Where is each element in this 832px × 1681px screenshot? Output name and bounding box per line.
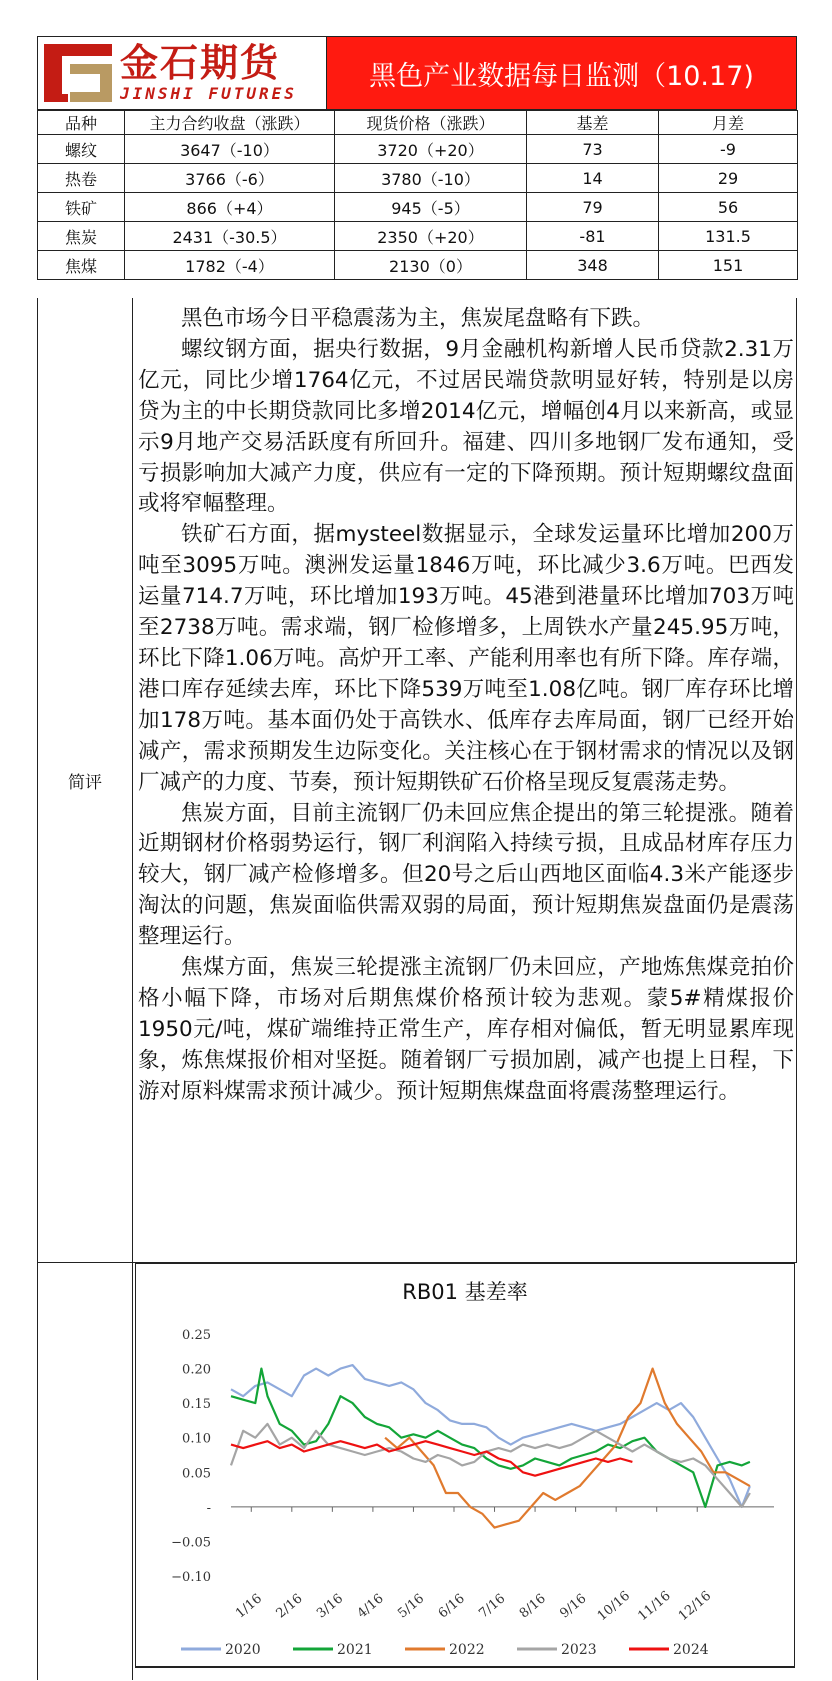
cell-variety: 焦煤: [38, 251, 125, 280]
table-row: [38, 251, 798, 280]
x-tick-label: 12/16: [675, 1588, 715, 1625]
report-title: 黑色产业数据每日监测（10.17): [327, 37, 796, 109]
cell-spot: 3780（-10）: [335, 164, 527, 193]
cell-contract: 2431（-30.5）: [125, 222, 335, 251]
legend-label-2022: 2022: [449, 1642, 485, 1658]
chart-svg: [136, 1264, 794, 1666]
chart-title: RB01 基差率: [402, 1280, 528, 1304]
cell-spot: 945（-5）: [335, 193, 527, 222]
series-line-2023: [231, 1424, 750, 1507]
y-tick-label: 0.25: [182, 1328, 211, 1343]
commentary-paragraph-iron-ore: 铁矿石方面，据mysteel数据显示，全球发运量环比增加200万吨至3095万吨。澳洲发运量1846万吨，环比减少3.6万吨。巴西发运量714.7万吨，环比增加193万吨。45港到港量环比增加703万吨至2738万吨。需求端，钢厂检修增多，上周铁水产量245.95万吨，环比下降1.06万吨。高炉开工率、产能利用率也有所下降。库存端，港口库存延续去库，环比下降539万吨至1.08亿吨。钢厂库存环比增加178万吨。基本面仍处于高铁水、低库存去库局面，钢厂已经开始减产，需求预期发生边际变化。关注核心在于钢材需求的情况以及钢厂减产的力度、节奏，预计短期铁矿石价格呈现反复震荡走势。: [138, 522, 794, 795]
legend-label-2023: 2023: [561, 1642, 597, 1658]
cell-variety: 热卷: [38, 164, 125, 193]
logo-english-text: JINSHI FUTURES: [120, 84, 297, 103]
x-tick-label: 7/16: [476, 1591, 509, 1622]
commentary-text: [138, 304, 794, 1108]
x-tick-label: 9/16: [557, 1591, 590, 1622]
legend-label-2024: 2024: [673, 1642, 709, 1658]
table-header-row: [38, 111, 798, 135]
cell-contract: 3766（-6）: [125, 164, 335, 193]
company-logo: [38, 37, 327, 109]
header-month-spread: 月差: [659, 111, 798, 135]
cell-contract: 1782（-4）: [125, 251, 335, 280]
table-row: [38, 222, 798, 251]
commentary-paragraph-overview: 黑色市场今日平稳震荡为主，焦炭尾盘略有下跌。: [181, 306, 655, 331]
series-line-2021: [231, 1369, 750, 1507]
y-tick-label: 0.10: [182, 1431, 211, 1447]
jinshi-logo-icon: [40, 38, 116, 108]
legend-label-2020: 2020: [225, 1642, 261, 1658]
report-header: [37, 36, 797, 110]
cell-spot: 2350（+20）: [335, 222, 527, 251]
cell-basis: 14: [527, 164, 659, 193]
table-row: [38, 135, 798, 164]
y-tick-label: 0.20: [182, 1362, 211, 1378]
y-tick-label: 0.15: [182, 1397, 211, 1413]
x-tick-label: 10/16: [594, 1588, 634, 1625]
y-tick-label: 0.05: [182, 1466, 211, 1482]
chart-label-column: [38, 1263, 133, 1680]
x-tick-label: 3/16: [314, 1591, 347, 1622]
cell-spread: 131.5: [659, 222, 798, 251]
legend-label-2021: 2021: [337, 1642, 373, 1658]
header-spot-price: 现货价格（涨跌）: [335, 111, 527, 135]
x-tick-label: 1/16: [233, 1591, 266, 1622]
chart-section: [37, 1263, 797, 1680]
cell-spread: -9: [659, 135, 798, 164]
logo-chinese-text: 金石期货: [120, 41, 281, 85]
cell-spread: 56: [659, 193, 798, 222]
cell-spot: 2130（0）: [335, 251, 527, 280]
y-tick-label: −0.05: [171, 1535, 211, 1551]
table-row: [38, 164, 798, 193]
series-line-2022: [385, 1369, 750, 1528]
cell-variety: 铁矿: [38, 193, 125, 222]
x-tick-label: 6/16: [435, 1591, 468, 1622]
x-tick-label: 4/16: [354, 1591, 387, 1622]
header-main-contract: 主力合约收盘（涨跌）: [125, 111, 335, 135]
y-tick-label: -: [206, 1500, 211, 1516]
series-line-2020: [231, 1365, 750, 1507]
x-tick-label: 2/16: [273, 1591, 306, 1622]
cell-variety: 螺纹: [38, 135, 125, 164]
commentary-section: [37, 298, 797, 1263]
x-tick-label: 11/16: [635, 1588, 674, 1625]
commentary-paragraph-coke: 焦炭方面，目前主流钢厂仍未回应焦企提出的第三轮提涨。随着近期钢材价格弱势运行，钢厂利润陷入持续亏损，且成品材库存压力较大，钢厂减产检修增多。但20号之后山西地区面临4.3米产能逐步淘汰的问题，焦炭面临供需双弱的局面，预计短期焦炭盘面仍是震荡整理运行。: [138, 800, 794, 950]
cell-contract: 3647（-10）: [125, 135, 335, 164]
cell-variety: 焦炭: [38, 222, 125, 251]
y-tick-label: −0.10: [171, 1570, 211, 1585]
commentary-label: 简评: [38, 298, 133, 1262]
cell-basis: 348: [527, 251, 659, 280]
cell-basis: 73: [527, 135, 659, 164]
cell-spread: 29: [659, 164, 798, 193]
commentary-paragraph-rebar: 螺纹钢方面，据央行数据，9月金融机构新增人民币贷款2.31万亿元，同比少增1764亿元，不过居民端贷款明显好转，特别是以房贷为主的中长期贷款同比多增2014亿元，增幅创4月以来新高，或显示9月地产交易活跃度有所回升。福建、四川多地钢厂发布通知，受亏损影响加大减产力度，供应有一定的下降预期。预计短期螺纹盘面或将窄幅整理。: [138, 336, 794, 517]
cell-contract: 866（+4）: [125, 193, 335, 222]
basis-rate-chart: [135, 1263, 795, 1667]
next-chart-stub: [135, 1667, 795, 1681]
cell-spot: 3720（+20）: [335, 135, 527, 164]
x-tick-label: 8/16: [516, 1591, 549, 1622]
header-variety: 品种: [38, 111, 125, 135]
cell-spread: 151: [659, 251, 798, 280]
x-tick-label: 5/16: [395, 1591, 428, 1622]
cell-basis: 79: [527, 193, 659, 222]
cell-basis: -81: [527, 222, 659, 251]
table-row: [38, 193, 798, 222]
header-basis: 基差: [527, 111, 659, 135]
commentary-paragraph-coking-coal: 焦煤方面，焦炭三轮提涨主流钢厂仍未回应，产地炼焦煤竞拍价格小幅下降，市场对后期焦煤价格预计较为悲观。蒙5#精煤报价1950元/吨，煤矿端维持正常生产，库存相对偏低，暂无明显累库现象，炼焦煤报价相对坚挺。随着钢厂亏损加剧，减产也提上日程，下游对原料煤需求预计减少。预计短期焦煤盘面将震荡整理运行。: [138, 955, 794, 1104]
price-table: [37, 110, 798, 280]
